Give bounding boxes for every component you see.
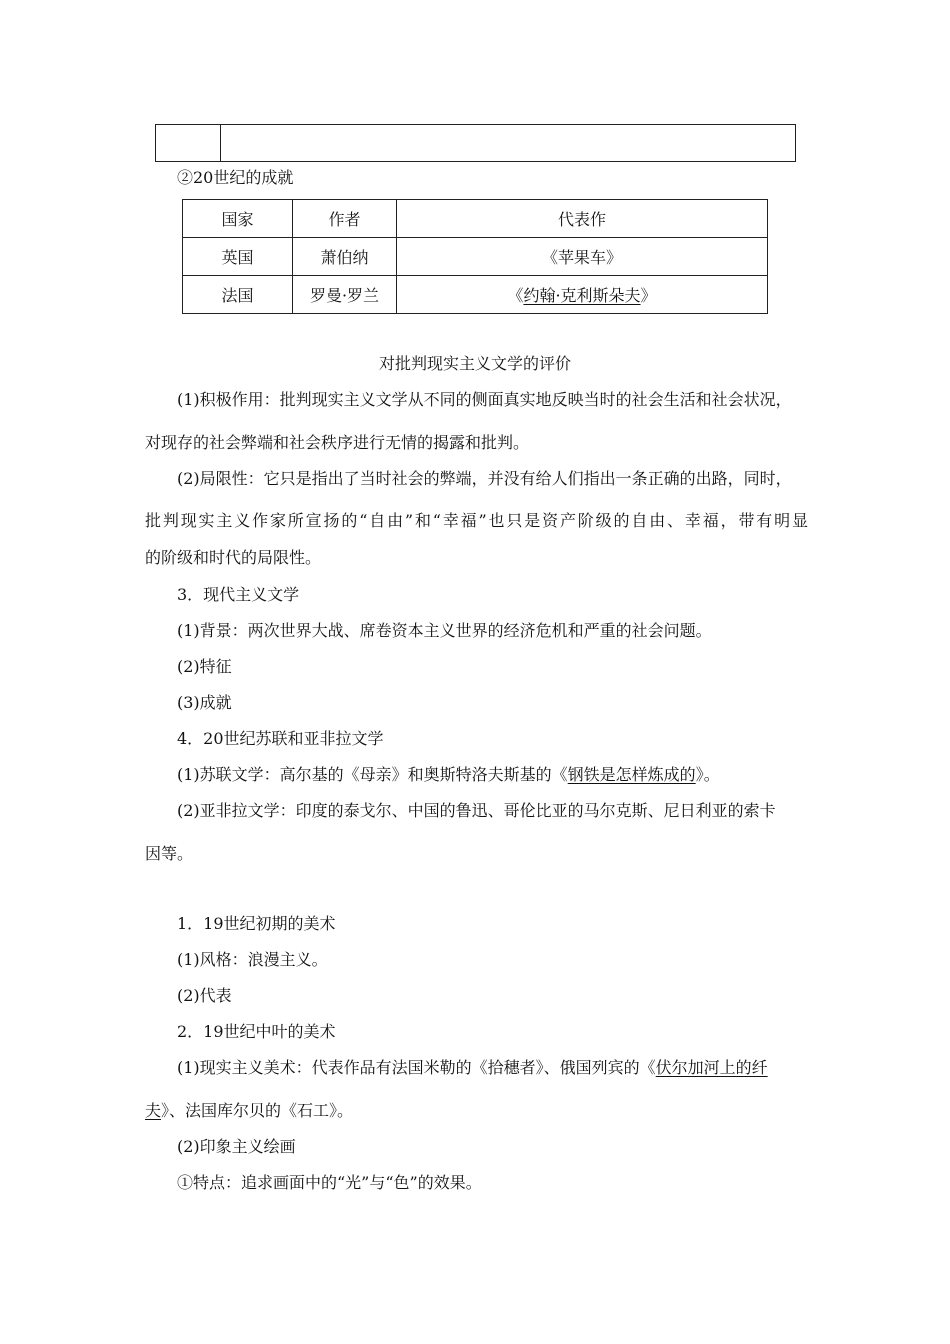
section-heading-20th-century: ②20世纪的成就 <box>177 168 294 187</box>
modernism-background: (1)背景：两次世界大战、席卷资本主义世界的经济危机和严重的社会问题。 <box>177 621 712 640</box>
underlined-work: 约翰·克利斯朵夫 <box>523 286 641 305</box>
paragraph-line: 批判现实主义作家所宣扬的“自由”和“幸福”也只是资产阶级的自由、幸福，带有明显 <box>145 511 808 530</box>
table-cell <box>156 125 221 162</box>
book-open: 《 <box>507 286 524 305</box>
book-close: 》 <box>640 286 657 305</box>
afro-asian-latin-literature: (2)亚非拉文学：印度的泰戈尔、中国的鲁迅、哥伦比亚的马尔克斯、尼日利亚的索卡 <box>177 801 776 820</box>
achievements-20th-table <box>182 199 768 314</box>
evaluation-title: 对批判现实主义文学的评价 <box>378 354 571 373</box>
header-author: 作者 <box>293 200 397 238</box>
header-work: 代表作 <box>397 200 768 238</box>
paragraph-line: 的阶级和时代的局限性。 <box>145 548 322 567</box>
art-19c-early-heading: 1．19世纪初期的美术 <box>177 914 336 933</box>
modernism-features: (2)特征 <box>177 657 232 676</box>
underlined-work: 伏尔加河上的纤 <box>655 1058 768 1077</box>
modernism-achievements: (3)成就 <box>177 693 232 712</box>
table-header-row <box>183 200 768 238</box>
cell-work <box>397 276 768 314</box>
header-country: 国家 <box>183 200 293 238</box>
modernism-heading: 3．现代主义文学 <box>177 585 300 604</box>
text: 》、法国库尔贝的《石工》。 <box>161 1101 354 1120</box>
cell-author: 罗曼·罗兰 <box>293 276 397 314</box>
soviet-literature <box>177 763 720 787</box>
art-representatives: (2)代表 <box>177 986 232 1005</box>
table-cell <box>221 125 796 162</box>
cell-country: 英国 <box>183 238 293 276</box>
paragraph-line: (1)积极作用：批判现实主义文学从不同的侧面真实地反映当时的社会生活和社会状况， <box>177 390 792 409</box>
text: (1)苏联文学：高尔基的《母亲》和奥斯特洛夫斯基的《 <box>177 765 568 784</box>
paragraph-line: 因等。 <box>145 844 194 863</box>
art-style: (1)风格：浪漫主义。 <box>177 950 328 969</box>
cell-country: 法国 <box>183 276 293 314</box>
table-row <box>183 238 768 276</box>
text: 》。 <box>695 765 720 784</box>
lit20-heading: 4．20世纪苏联和亚非拉文学 <box>177 729 384 748</box>
top-table-fragment <box>155 124 796 162</box>
text: (1)现实主义美术：代表作品有法国米勒的《拾穗者》、俄国列宾的《 <box>177 1058 656 1077</box>
cell-work: 《苹果车》 <box>397 238 768 276</box>
paragraph-line: 对现存的社会弊端和社会秩序进行无情的揭露和批判。 <box>145 433 530 452</box>
impressionism-features: ①特点：追求画面中的“光”与“色”的效果。 <box>177 1173 482 1192</box>
paragraph-line: (2)局限性：它只是指出了当时社会的弊端，并没有给人们指出一条正确的出路，同时， <box>177 469 792 488</box>
underlined-work: 钢铁是怎样炼成的 <box>567 765 696 784</box>
realism-art <box>177 1056 808 1080</box>
art-19c-mid-heading: 2．19世纪中叶的美术 <box>177 1022 336 1041</box>
realism-art-continued <box>145 1099 353 1123</box>
underlined-work: 夫 <box>145 1101 162 1120</box>
impressionism-heading: (2)印象主义绘画 <box>177 1137 296 1156</box>
table-row <box>156 125 796 162</box>
table-row <box>183 276 768 314</box>
cell-author: 萧伯纳 <box>293 238 397 276</box>
